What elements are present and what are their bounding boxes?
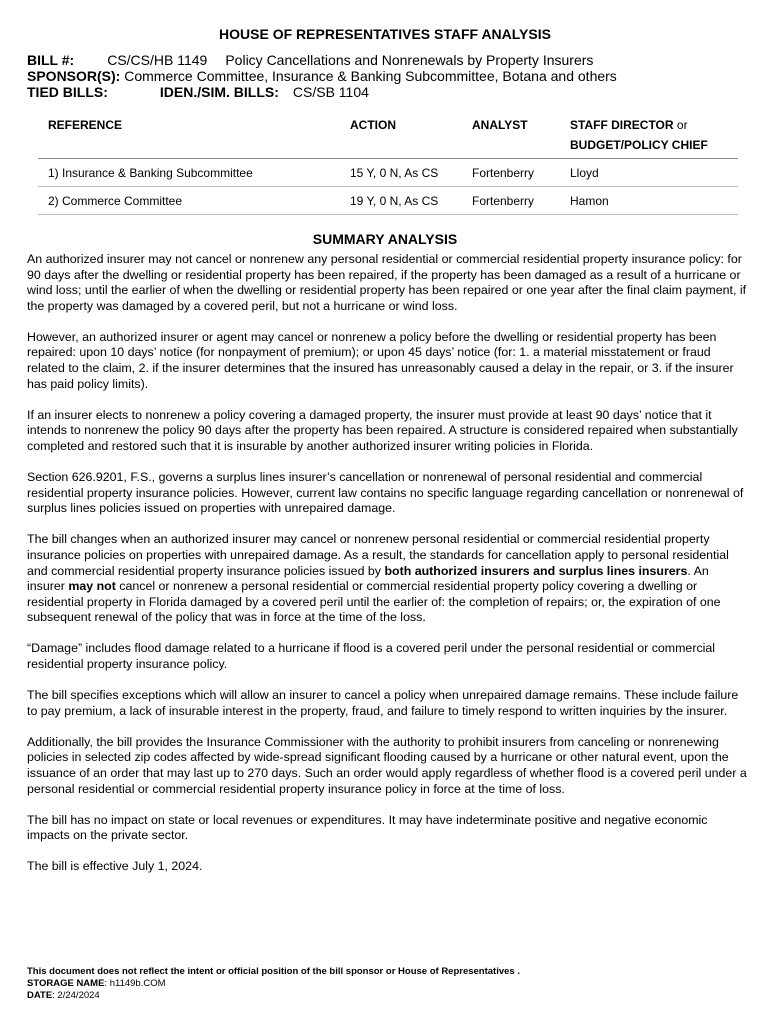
bill-title: Policy Cancellations and Nonrenewals by Property Insurers [225, 52, 594, 68]
cell-action: 15 Y, 0 N, As CS [350, 165, 439, 180]
paragraph-text: . An insurer [27, 563, 709, 594]
header-reference: REFERENCE [48, 118, 123, 132]
summary-body [27, 252, 747, 890]
sponsor-label: SPONSOR(S): [27, 68, 121, 84]
summary-paragraph: The bill is effective July 1, 2024. [27, 859, 203, 874]
bill-number: CS/CS/HB 1149 [107, 52, 208, 68]
footer-date [27, 990, 520, 1002]
summary-paragraph [27, 532, 747, 626]
storage-value: : h1149b.COM [104, 978, 166, 989]
header-director-line2: BUDGET/POLICY CHIEF [570, 138, 708, 152]
summary-paragraph: The bill specifies exceptions which will allow an insurer to cancel a policy when unrepaired damage remains. These include failure to pay premium, a lack of insurable interest in the property, fraud, and failure to timely respond to written inquiries by the insurer. [27, 688, 739, 718]
header-director-or: or [676, 118, 688, 132]
summary-paragraph: An authorized insurer may not cancel or nonrenew any personal residential or commercial residential property insurance policy: for 90 days after the dwelling or residential property has been repaired, if the property has been damaged as a result of a hurricane or wind loss; until the earlier of when the dwelling or residential property has been repaired or one year after the final claim payment, if the property was damaged by a covered peril, but not a hurricane or wind loss. [27, 252, 747, 313]
header-action: ACTION [350, 118, 396, 132]
footer [27, 966, 520, 1002]
iden-label: IDEN./SIM. BILLS: [159, 84, 279, 100]
table-row [38, 159, 738, 187]
footer-storage [27, 978, 520, 990]
document-title: HOUSE OF REPRESENTATIVES STAFF ANALYSIS [219, 26, 551, 42]
header-analyst: ANALYST [472, 118, 528, 132]
bold-phrase: both authorized insurers and surplus lines insurers [384, 563, 688, 578]
header-staff-director [560, 112, 738, 159]
bold-phrase: may not [68, 579, 116, 594]
tied-bills-label: TIED BILLS: [27, 84, 108, 100]
table-row [38, 187, 738, 215]
paragraph-text: The bill changes when an authorized insurer may cancel or nonrenew personal residential or commercial residential property insurance policies on properties with unrepaired damage. As a result, the standards for cancellation apply to personal residential and commercial residential property insurance policies issued by [27, 532, 729, 578]
summary-paragraph: “Damage” includes flood damage related to a hurricane if flood is a covered peril under the personal residential or commercial residential property insurance policy. [27, 641, 716, 671]
summary-paragraph: The bill has no impact on state or local revenues or expenditures. It may have indeterminate positive and negative economic impacts on the private sector. [27, 812, 708, 843]
reference-table [38, 112, 738, 215]
cell-director: Hamon [570, 193, 609, 208]
cell-reference: 1) Insurance & Banking Subcommittee [48, 165, 253, 180]
footer-disclaimer: This document does not reflect the intent or official position of the bill sponsor or House of Representatives . [27, 966, 520, 977]
summary-paragraph: Section 626.9201, F.S., governs a surplus lines insurer’s cancellation or nonrenewal of personal residential and commercial residential property insurance policies. However, current law contains no specific language regarding cancellation or nonrenewal of surplus lines policies issued on properties with unrepaired damage. [27, 470, 744, 516]
paragraph-text: cancel or nonrenew a personal residential or commercial residential property policy covering a dwelling or residential property in Florida damaged by a covered peril until the earlier of: the completion of repairs; or, the expiration of one subsequent renewal of the policy that was in force at the time of the loss. [27, 579, 721, 625]
tied-bills-line [27, 83, 369, 101]
summary-paragraph: However, an authorized insurer or agent may cancel or nonrenew a policy before the dwelling or residential property has been repaired: upon 10 days’ notice (for nonpayment of premium); or upon 45 days’ notice (for: 1. a material misstatement or fraud related to the claim, 2. if the insurer determines that the insured has unreasonably caused a delay in the repair, or 3. if the insurer has paid policy limits). [27, 329, 734, 391]
storage-label: STORAGE NAME [27, 978, 105, 989]
date-label: DATE [27, 990, 53, 1001]
header-director-label: STAFF DIRECTOR [570, 118, 674, 132]
date-value: : 2/24/2024 [52, 990, 100, 1001]
iden-value: CS/SB 1104 [292, 84, 369, 100]
reference-table-header [38, 112, 738, 159]
bill-label: BILL #: [27, 52, 75, 68]
cell-reference: 2) Commerce Committee [48, 193, 183, 208]
summary-title: SUMMARY ANALYSIS [312, 231, 458, 247]
cell-analyst: Fortenberry [472, 193, 535, 208]
sponsor-value: Commerce Committee, Insurance & Banking Subcommittee, Botana and others [124, 68, 617, 84]
summary-paragraph: Additionally, the bill provides the Insurance Commissioner with the authority to prohibit insurers from canceling or nonrenewing policies in selected zip codes affected by wide-spread significant flooding caused by a hurricane or other natural event, upon the issuance of an order that may last up to 270 days. Such an order would apply regardless of whether flood is a covered peril under a personal residential or commercial residential property insurance policy in force at the time of loss. [27, 734, 747, 796]
cell-director: Lloyd [570, 165, 599, 180]
summary-paragraph: If an insurer elects to nonrenew a policy covering a damaged property, the insurer must provide at least 90 days’ notice that it intends to nonrenew the policy 90 days after the property has been repaired. A structure is considered repaired when substantially completed and restored such that it is insurable by another authorized insurer writing policies in Florida. [27, 407, 738, 453]
cell-action: 19 Y, 0 N, As CS [350, 193, 439, 208]
cell-analyst: Fortenberry [472, 165, 535, 180]
